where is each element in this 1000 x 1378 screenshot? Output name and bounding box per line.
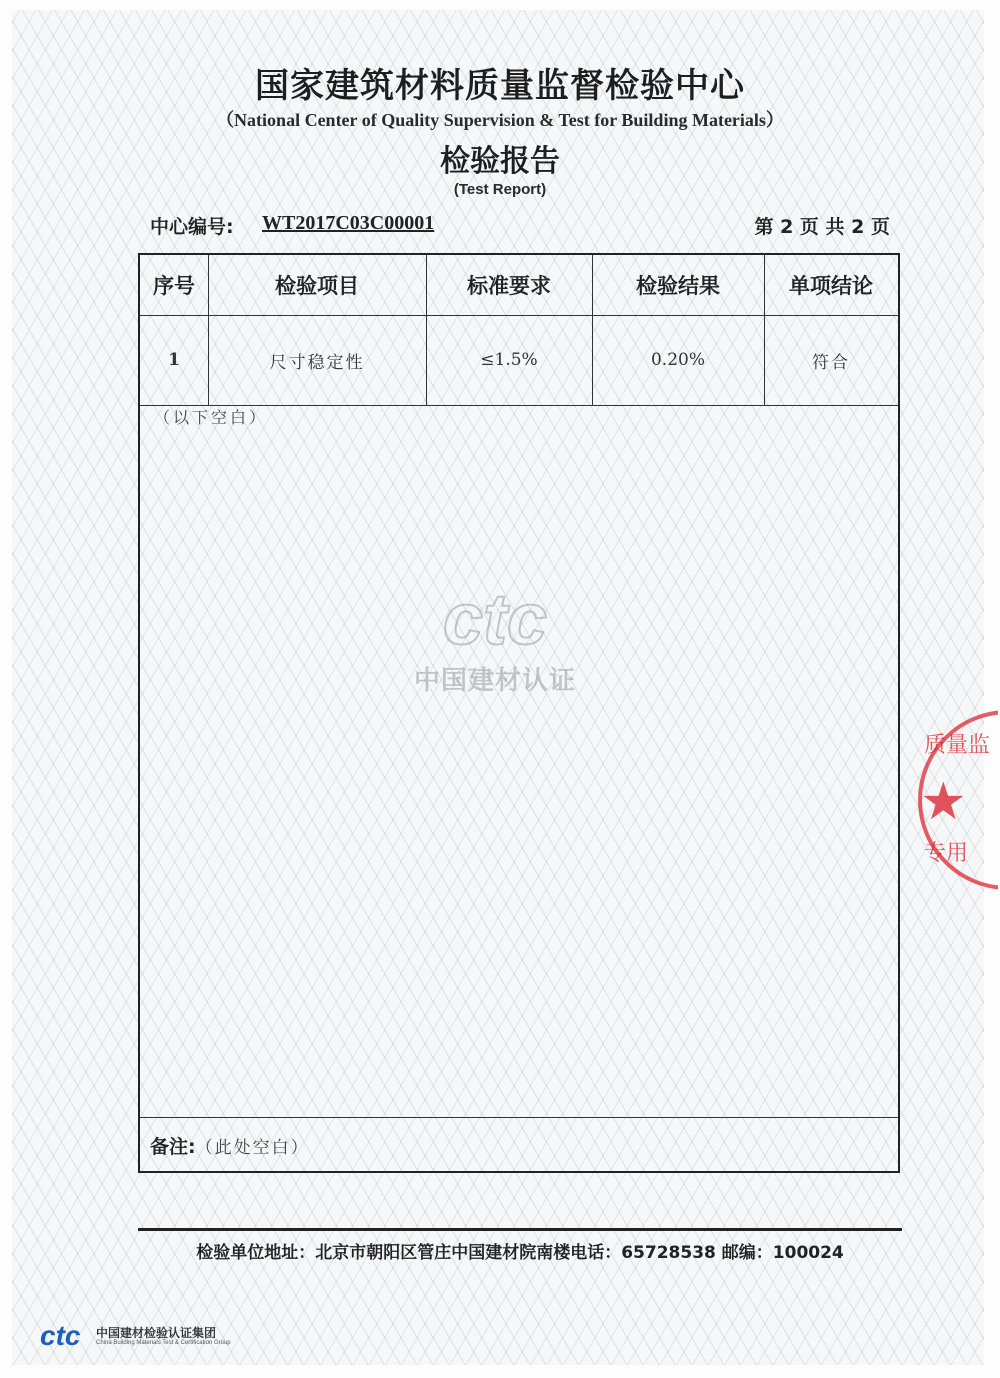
remark — [150, 1132, 310, 1159]
results-table — [138, 253, 900, 1173]
page-info: 第 2 页 共 2 页 — [754, 216, 890, 238]
ctc-watermark — [395, 580, 595, 697]
remark-row-divider — [140, 1117, 898, 1118]
organization-name-en: （National Center of Quality Supervision & Test for Building Materials） — [216, 110, 784, 130]
center-number-label: 中心编号: — [150, 216, 234, 238]
footer-divider — [138, 1228, 902, 1231]
star-icon: ★ — [920, 772, 967, 832]
report-title-en: (Test Report) — [453, 181, 547, 198]
footer-address: 检验单位地址：北京市朝阳区管庄中国建材院南楼电话：65728538 邮编：100024 — [196, 1243, 844, 1263]
organization-name-cn: 国家建筑材料质量监督检验中心 — [255, 66, 745, 106]
cell-result: 0.20% — [650, 350, 705, 370]
logo-name-en: China Building Materials Test & Certification Group — [96, 1340, 231, 1346]
header-requirement: 标准要求 — [467, 274, 551, 298]
blank-note: （以下空白） — [154, 408, 269, 427]
report-meta — [150, 212, 890, 242]
report-title-cn: 检验报告 — [440, 144, 560, 179]
header-result: 检验结果 — [636, 274, 720, 298]
cell-serial: 1 — [168, 350, 180, 370]
logo-name-cn: 中国建材检验认证集团 — [96, 1326, 217, 1340]
header-serial: 序号 — [153, 274, 195, 298]
header-item: 检验项目 — [275, 274, 359, 298]
remark-value: （此处空白） — [195, 1138, 310, 1158]
ctc-watermark-mark: ctc — [442, 580, 548, 660]
header-conclusion: 单项结论 — [789, 274, 873, 298]
remark-label: 备注: — [150, 1136, 196, 1158]
ctc-logo-icon: ctc — [40, 1320, 81, 1351]
seal-text-top: 质量监 — [924, 733, 991, 758]
cell-requirement: ≤1.5% — [480, 350, 538, 370]
center-number: WT2017C03C00001 — [262, 212, 435, 234]
cell-conclusion: 符合 — [812, 352, 850, 373]
cell-item: 尺寸稳定性 — [269, 352, 365, 373]
seal-text-bottom: 专用 — [924, 841, 969, 866]
official-seal — [918, 710, 998, 900]
ctc-watermark-text: 中国建材认证 — [413, 666, 576, 696]
